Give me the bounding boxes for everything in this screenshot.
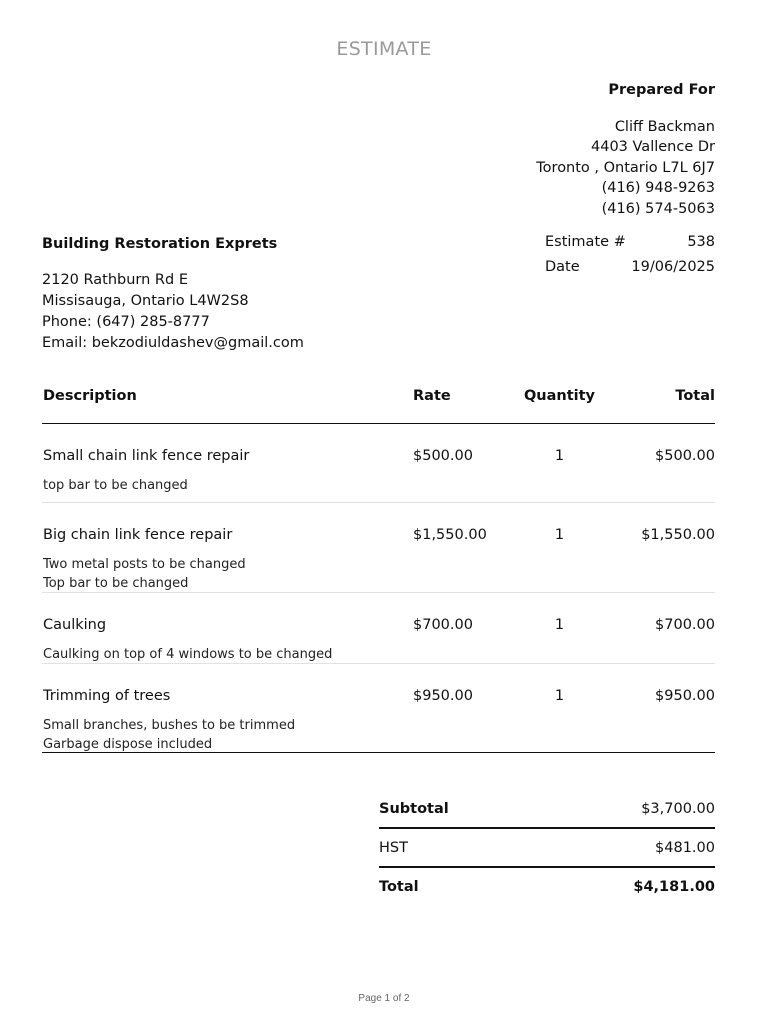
item-description: Trimming of trees (43, 688, 171, 704)
header-total: Total (675, 388, 715, 404)
item-rate: $500.00 (413, 448, 473, 464)
estimate-meta (545, 234, 715, 284)
item-notes (43, 555, 246, 593)
item-note: Caulking on top of 4 windows to be changed (43, 647, 333, 662)
item-note: Small branches, bushes to be trimmed (43, 718, 296, 733)
client-address-line-1: 4403 Vallence Dr (591, 139, 715, 155)
item-quantity: 1 (554, 617, 565, 633)
item-total: $700.00 (655, 617, 715, 633)
table-header (42, 386, 715, 424)
item-total: $950.00 (655, 688, 715, 704)
document-title: ESTIMATE (336, 38, 432, 60)
tax-row (379, 829, 715, 868)
company-address-line-1: 2120 Rathburn Rd E (42, 272, 188, 288)
estimate-date: 19/06/2025 (631, 259, 715, 275)
item-rate: $1,550.00 (413, 527, 487, 543)
subtotal-value: $3,700.00 (641, 800, 715, 817)
item-notes (43, 476, 188, 495)
company-phone: Phone: (647) 285-8777 (42, 314, 210, 330)
item-rate: $700.00 (413, 617, 473, 633)
company-name: Building Restoration Exprets (42, 236, 278, 252)
estimate-number-label: Estimate # (545, 234, 626, 250)
company-email: Email: bekzodiuldashev@gmail.com (42, 335, 304, 351)
line-items-table (42, 386, 715, 753)
prepared-for-block (536, 80, 715, 219)
estimate-date-label: Date (545, 259, 580, 275)
table-row (42, 503, 715, 593)
item-notes (43, 645, 332, 664)
tax-value: $481.00 (655, 839, 715, 856)
item-quantity: 1 (554, 688, 565, 704)
subtotal-row (379, 790, 715, 829)
grand-total-label: Total (379, 878, 419, 895)
totals-block (379, 790, 715, 905)
table-row (42, 593, 715, 664)
item-description: Caulking (43, 617, 107, 633)
item-quantity: 1 (554, 448, 565, 464)
header-quantity: Quantity (523, 388, 596, 404)
client-name: Cliff Backman (614, 118, 715, 135)
table-row (42, 424, 715, 503)
item-total: $500.00 (655, 448, 715, 464)
client-phone-2: (416) 574-5063 (601, 200, 715, 217)
item-description: Small chain link fence repair (43, 448, 250, 464)
item-note: Top bar to be changed (43, 576, 189, 591)
page-number: Page 1 of 2 (358, 993, 410, 1004)
estimate-date-row (545, 259, 715, 284)
item-note: Two metal posts to be changed (43, 557, 246, 572)
grand-total-value: $4,181.00 (633, 878, 715, 895)
client-address-line-2: Toronto , Ontario L7L 6J7 (536, 159, 715, 176)
item-notes (43, 716, 295, 754)
prepared-for-label: Prepared For (608, 82, 715, 98)
item-note: Garbage dispose included (43, 737, 213, 752)
header-description: Description (43, 388, 137, 404)
item-description: Big chain link fence repair (43, 527, 233, 543)
header-rate: Rate (413, 388, 451, 404)
subtotal-label: Subtotal (379, 800, 449, 817)
company-block (42, 234, 304, 354)
company-address-line-2: Missisauga, Ontario L4W2S8 (42, 293, 249, 309)
client-phone-1: (416) 948-9263 (601, 180, 715, 196)
estimate-number: 538 (687, 234, 715, 250)
item-quantity: 1 (554, 527, 565, 543)
item-note: top bar to be changed (43, 478, 188, 493)
estimate-number-row (545, 234, 715, 259)
grand-total-row (379, 868, 715, 905)
item-rate: $950.00 (413, 688, 473, 704)
table-row (42, 664, 715, 753)
tax-label: HST (379, 839, 408, 856)
item-total: $1,550.00 (641, 527, 715, 543)
